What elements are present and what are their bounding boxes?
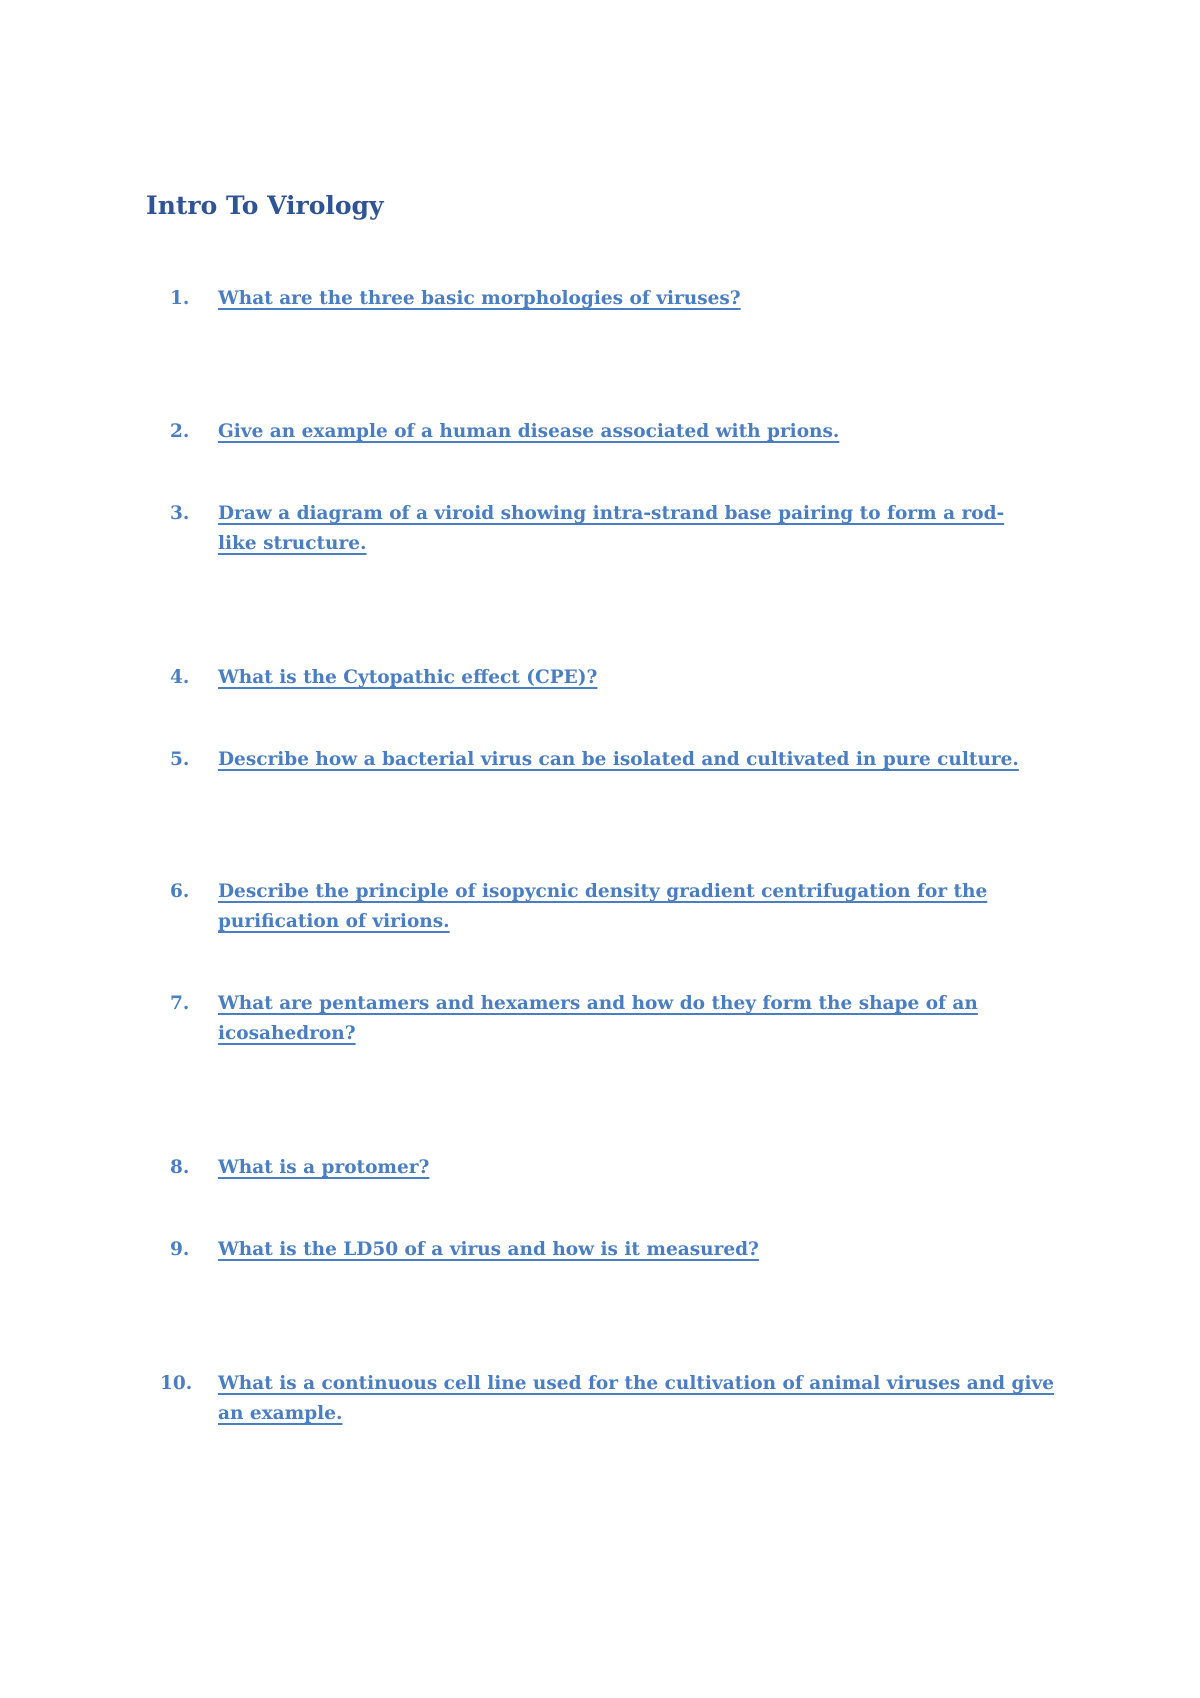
question-text: What is the Cytopathic effect (CPE)? [218,667,598,688]
question-item-6 [160,877,1000,937]
question-item-2 [160,417,1080,447]
question-number: 8. [170,1157,190,1178]
question-text: Describe the principle of isopycnic density gradient centrifugation for the purification of virions. [218,881,988,932]
question-text: What is a continuous cell line used for the cultivation of animal viruses and give an example. [218,1373,1055,1424]
question-text: What are pentamers and hexamers and how do they form the shape of an icosahedron? [218,993,978,1044]
question-number: 1. [170,288,190,309]
question-number: 10. [160,1373,193,1394]
question-text: Give an example of a human disease associated with prions. [218,421,840,442]
question-text: What is a protomer? [218,1157,430,1178]
question-text: What are the three basic morphologies of viruses? [218,288,741,309]
question-text: Draw a diagram of a viroid showing intra-strand base pairing to form a rod-like structure. [218,503,1005,554]
question-item-3 [160,499,1040,559]
question-number: 3. [170,503,190,524]
question-item-10 [160,1369,1080,1429]
question-text: Describe how a bacterial virus can be isolated and cultivated in pure culture. [218,749,1019,770]
question-number: 7. [170,993,190,1014]
question-item-8 [160,1153,1080,1183]
question-item-1 [160,284,1080,314]
question-number: 2. [170,421,190,442]
document-title: Intro To Virology [146,191,384,220]
question-text: What is the LD50 of a virus and how is it measured? [218,1239,759,1260]
question-number: 4. [170,667,190,688]
question-item-7 [160,989,990,1049]
question-number: 5. [170,749,190,770]
question-number: 9. [170,1239,190,1260]
question-item-5 [160,745,1080,775]
question-item-9 [160,1235,1080,1265]
question-item-4 [160,663,1080,693]
question-number: 6. [170,881,190,902]
